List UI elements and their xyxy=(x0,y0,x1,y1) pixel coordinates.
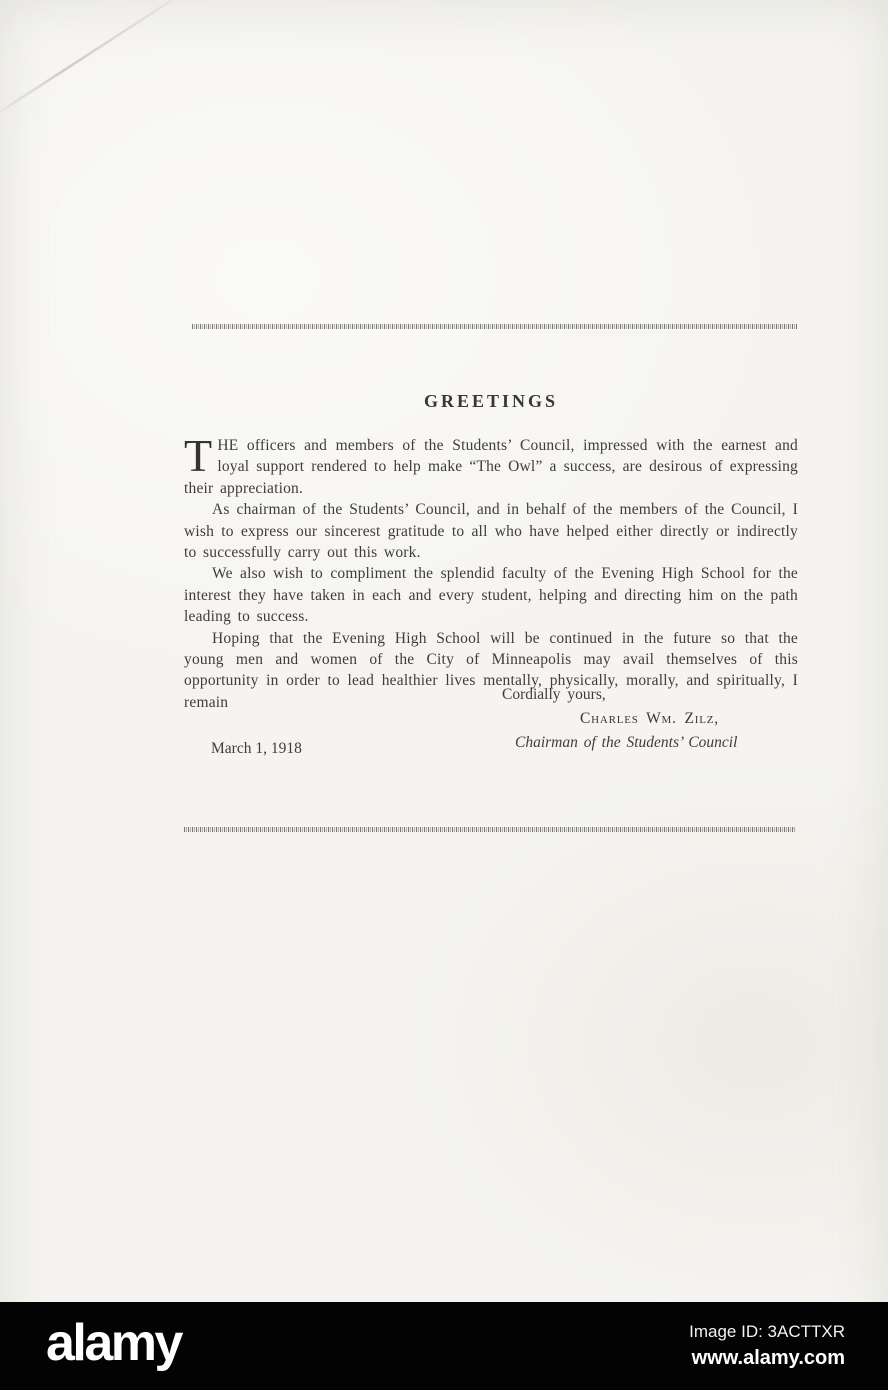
lead-paragraph-text: HE officers and members of the Students’ Council, impressed with the earnest and loyal support rendered to help make “The Owl” a success, are desirous of expressing their appreciation. xyxy=(184,437,798,497)
watermark-image-id: Image ID: 3ACTTXR xyxy=(689,1322,845,1341)
page-title: GREETINGS xyxy=(423,391,559,411)
paragraph: We also wish to compliment the splendid faculty of the Evening High School for the interest they have taken in each and every student, helping and directing him on the path leading to success. xyxy=(184,565,798,626)
lead-paragraph xyxy=(184,430,798,499)
alamy-logo: alamy xyxy=(46,1314,181,1372)
watermark-info xyxy=(689,1322,845,1370)
paragraph: Hoping that the Evening High School will be continued in the future so that the young men and women of the City of Minneapolis may avail themselves of this opportunity in order to lead healthier lives mentally, physically, morally, and spiritually, I remain xyxy=(184,629,798,711)
page-corner-crease xyxy=(0,0,175,118)
decorative-rule-bottom xyxy=(184,827,796,832)
body-text xyxy=(184,430,798,713)
signoff-name: Charles Wm. Zilz, xyxy=(580,710,719,727)
signoff-title: Chairman of the Students’ Council xyxy=(515,734,738,751)
page-content xyxy=(184,0,798,1302)
signoff-valediction: Cordially yours, xyxy=(502,686,606,703)
drop-cap: T xyxy=(184,430,213,481)
date-line: March 1, 1918 xyxy=(211,740,302,757)
paragraph: As chairman of the Students’ Council, and in behalf of the members of the Council, I wish to express our sincerest gratitude to all who have helped either directly or indirectly to successfully carry out this work. xyxy=(184,501,798,562)
decorative-rule-top xyxy=(192,324,797,329)
watermark-bar xyxy=(0,1302,888,1390)
watermark-url: www.alamy.com xyxy=(691,1347,845,1369)
